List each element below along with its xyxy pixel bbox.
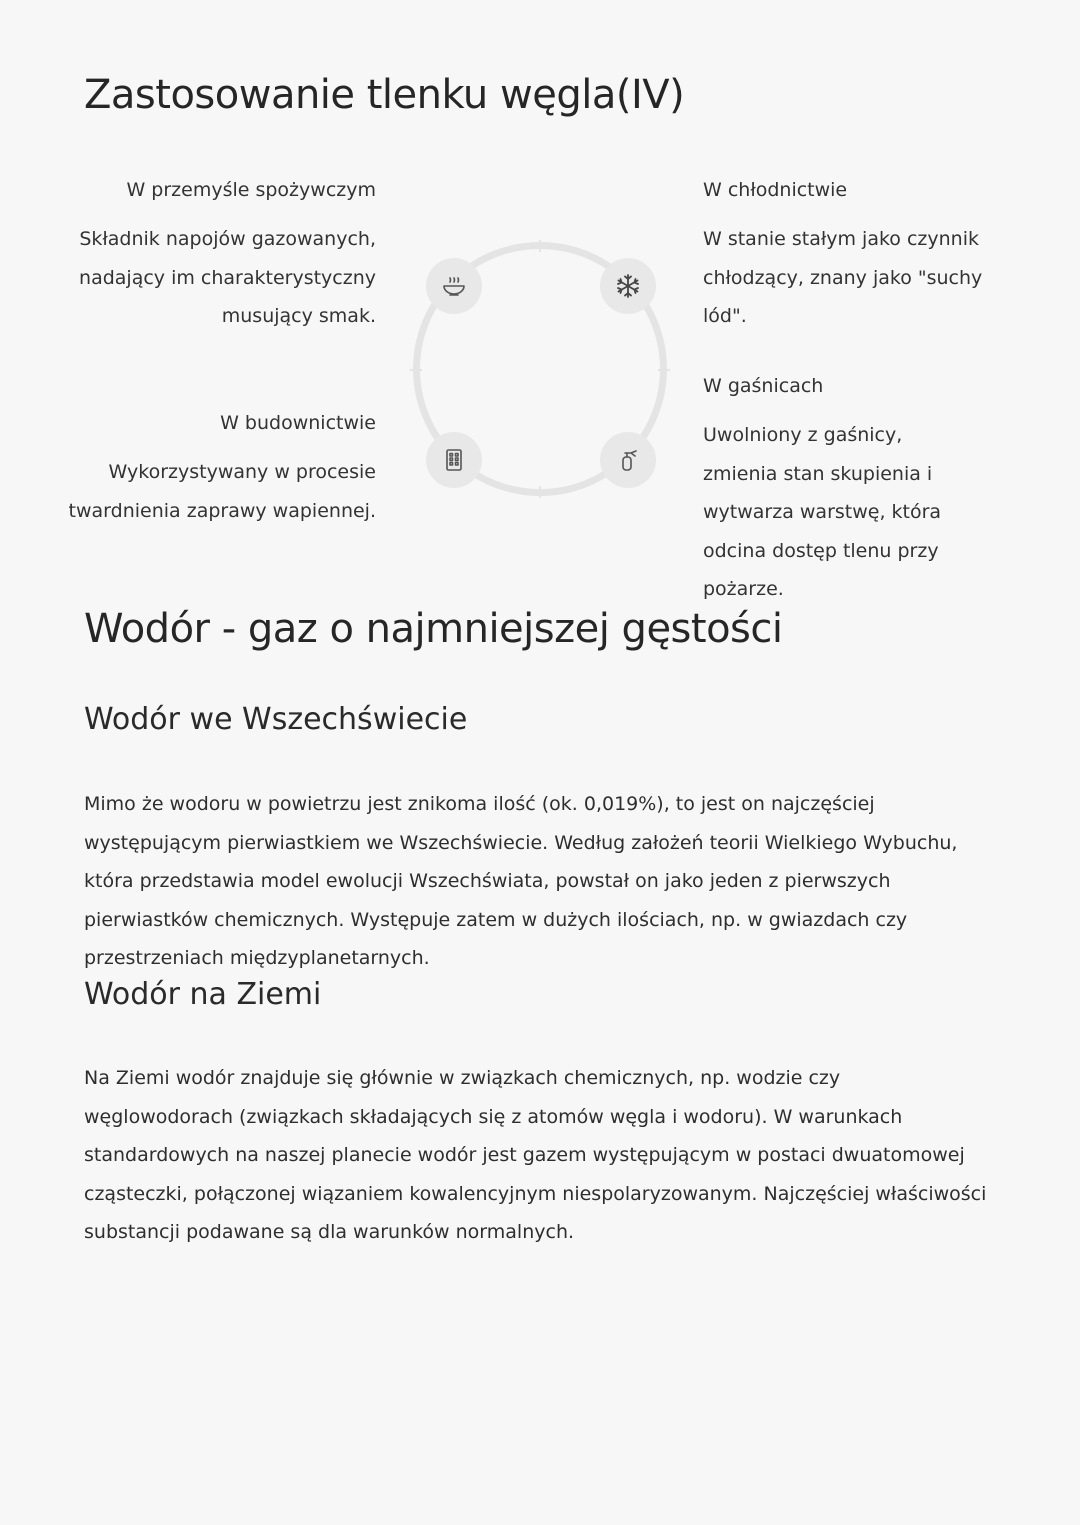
fire-extinguisher-icon [600,432,656,488]
subsection-title-earth: Wodór na Ziemi [84,977,322,1012]
paragraph-earth: Na Ziemi wodór znajduje się głównie w związkach chemicznych, np. wodzie czy węglowodorach (związkach składających się z atomów węgla i wodoru). W warunkach standardowych na naszej planecie wodór jest gazem występującym w postaci dwuatomowej cząsteczki, połączonej wiązaniem kowalencyjnym niespolaryzowanym. Najczęściej właściwości substancji podawane są dla warunków normalnych. [84,1067,987,1243]
snowflake-icon [600,258,656,314]
subsection-title-universe: Wodór we Wszechświecie [84,702,468,737]
item-desc-extinguishers: Uwolniony z gaśnicy, zmienia stan skupienia i wytwarza warstwę, która odcina dostęp tlenu przy pożarze. [703,424,942,600]
item-desc-refrigeration: W stanie stałym jako czynnik chłodzący, znany jako "suchy lód". [703,228,983,327]
ring-tick-bottom [539,486,541,498]
food-bowl-icon [426,258,482,314]
ring-tick-top [539,240,541,252]
paragraph-universe: Mimo że wodoru w powietrzu jest znikoma ilość (ok. 0,019%), to jest on najczęściej występującym pierwiastkiem we Wszechświecie. Według założeń teorii Wielkiego Wybuchu, która przedstawia model ewolucji Wszechświata, powstał on jako jeden z pierwszych pierwiastków chemicznych. Występuje zatem w dużych ilościach, np. w gwiazdach czy przestrzeniach międzyplanetarnych. [84,793,958,969]
item-desc-construction: Wykorzystywany w procesie twardnienia zaprawy wapiennej. [68,461,376,522]
item-title-refrigeration: W chłodnictwie [703,179,848,201]
section-title-co2-uses: Zastosowanie tlenku węgla(IV) [84,72,685,118]
section-title-hydrogen: Wodór - gaz o najmniejszej gęstości [84,606,783,652]
item-title-construction: W budownictwie [220,412,376,434]
item-title-extinguishers: W gaśnicach [703,375,824,397]
ring-tick-right [658,369,670,371]
ring-tick-left [410,369,422,371]
item-desc-food-industry: Składnik napojów gazowanych, nadający im charakterystyczny musujący smak. [79,228,376,327]
item-title-food-industry: W przemyśle spożywczym [126,179,376,201]
building-icon [426,432,482,488]
